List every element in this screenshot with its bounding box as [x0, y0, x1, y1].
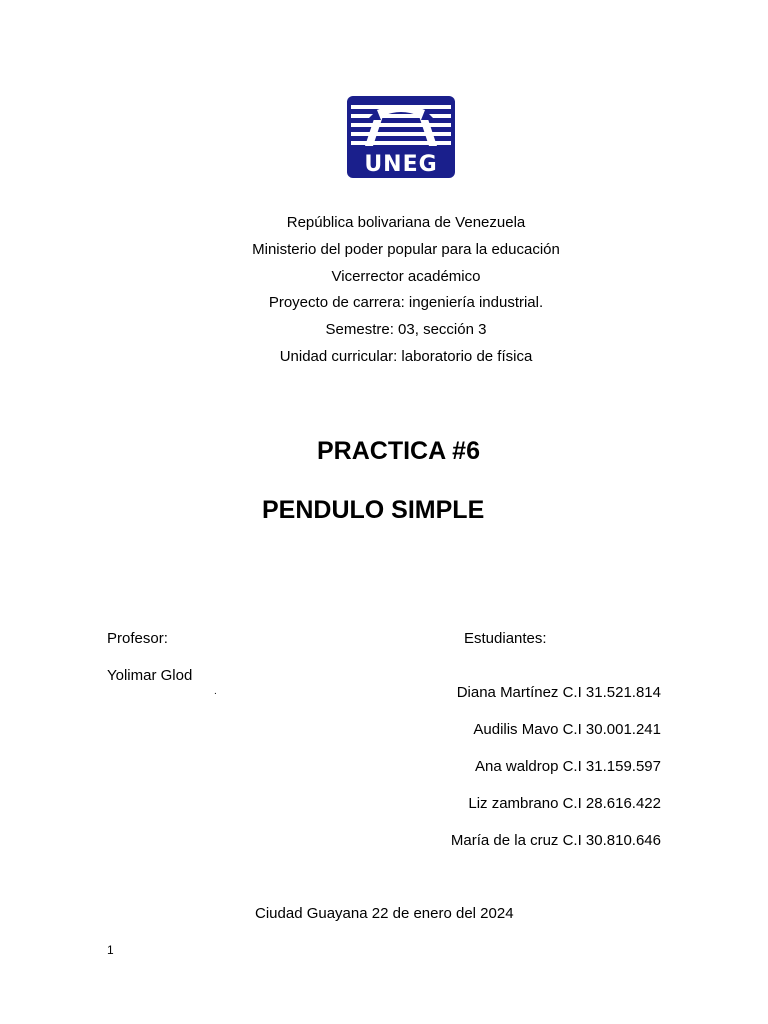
student-item: Diana Martínez C.I 31.521.814 [456, 684, 661, 701]
professor-label: Profesor: [107, 630, 168, 647]
uneg-logo [347, 96, 455, 178]
city-date: Ciudad Guayana 22 de enero del 2024 [255, 905, 514, 922]
header-line-ministry: Ministerio del poder popular para la educación [252, 240, 560, 258]
header-line-course: Unidad curricular: laboratorio de física [279, 347, 533, 365]
students-list [451, 684, 661, 869]
header-line-vice-rector: Vicerrector académico [331, 267, 481, 285]
student-item: María de la cruz C.I 30.810.646 [450, 832, 661, 849]
subject-title: PENDULO SIMPLE [262, 496, 485, 524]
header-line-career: Proyecto de carrera: ingeniería industrial. [268, 294, 544, 312]
student-item: Audilis Mavo C.I 30.001.241 [473, 721, 661, 738]
students-label: Estudiantes: [464, 630, 547, 647]
logo-text: UNEG [364, 152, 438, 177]
header-line-semester: Semestre: 03, sección 3 [325, 321, 487, 339]
professor-name: Yolimar Glod [107, 667, 193, 684]
page-number: 1 [107, 943, 114, 957]
header-line-country: República bolivariana de Venezuela [286, 214, 526, 231]
institution-header [0, 210, 768, 371]
stray-dot: . [214, 686, 217, 697]
student-item: Ana waldrop C.I 31.159.597 [475, 758, 661, 775]
student-item: Liz zambrano C.I 28.616.422 [468, 795, 661, 812]
practice-title: PRACTICA #6 [317, 437, 480, 465]
